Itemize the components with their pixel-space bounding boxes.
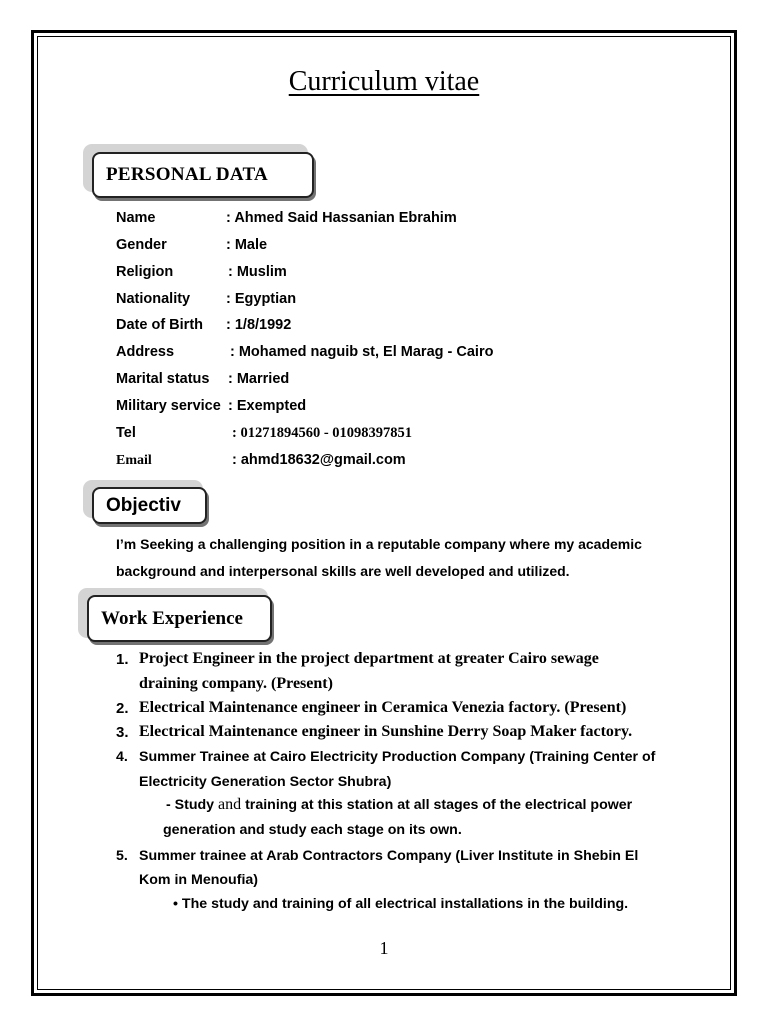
field-value: : Muslim — [228, 264, 287, 280]
list-text: Summer trainee at Arab Contractors Company (Liver Institute in Shebin El — [139, 848, 639, 864]
field-label: Tel — [116, 425, 136, 441]
section-work-experience — [78, 588, 278, 646]
field-value: : ahmd18632@gmail.com — [232, 452, 406, 468]
field-label: Nationality — [116, 291, 191, 307]
personal-row-address — [116, 344, 494, 360]
sub-item-text: generation and study each stage on its own. — [163, 822, 462, 838]
list-number: 5. — [116, 848, 128, 864]
field-label: Address — [116, 344, 175, 360]
list-number: 3. — [116, 724, 129, 741]
personal-row-religion — [116, 264, 287, 280]
section-personal-data — [83, 144, 323, 204]
personal-row-tel — [116, 425, 413, 441]
personal-row-nationality — [116, 291, 297, 307]
bullet-item — [173, 896, 628, 912]
page-number: 1 — [379, 938, 389, 958]
field-label: Gender — [116, 237, 167, 253]
section-work-experience-label: Work Experience — [101, 607, 243, 629]
sub-item-text: and — [218, 796, 242, 813]
personal-row-gender — [116, 237, 268, 253]
sub-item-text: - Study — [166, 797, 219, 813]
bullet-icon: • — [173, 896, 182, 912]
section-personal-data-label: PERSONAL DATA — [106, 164, 269, 185]
personal-row-dob — [116, 317, 292, 333]
list-number: 1. — [116, 651, 129, 668]
field-value: : Ahmed Said Hassanian Ebrahim — [226, 210, 457, 226]
field-label: Marital status — [116, 371, 210, 387]
field-label: Date of Birth — [116, 317, 203, 333]
field-label: Military service — [116, 398, 221, 414]
section-objective — [83, 480, 213, 528]
field-value: : 01271894560 - 01098397851 — [232, 425, 413, 441]
field-value: : Exempted — [228, 398, 307, 414]
sub-item-text: training at this station at all stages of the electrical power — [241, 797, 633, 813]
field-label: Email — [116, 453, 152, 468]
personal-row-email — [116, 452, 406, 469]
field-value: : Egyptian — [226, 291, 297, 307]
personal-row-marital — [116, 371, 290, 387]
objective-line: background and interpersonal skills are well developed and utilized. — [116, 563, 570, 579]
field-label: Name — [116, 210, 156, 226]
list-text: Electricity Generation Sector Shubra) — [139, 774, 392, 790]
list-text: Electrical Maintenance engineer in Sunshine Derry Soap Maker factory. — [139, 723, 633, 740]
personal-row-military — [116, 398, 307, 414]
document-title: Curriculum vitae — [288, 66, 480, 97]
list-text: Electrical Maintenance engineer in Ceramica Venezia factory. (Present) — [139, 699, 627, 716]
field-value: : Married — [228, 371, 290, 387]
objective-line: I’m Seeking a challenging position in a reputable company where my academic — [116, 536, 642, 552]
objective-text — [116, 531, 716, 585]
list-number: 2. — [116, 700, 129, 717]
personal-row-name — [116, 210, 457, 226]
sub-item — [166, 796, 632, 814]
list-text: Kom in Menoufia) — [139, 872, 259, 888]
bullet-text: The study and training of all electrical installations in the building. — [181, 896, 629, 912]
list-text: Summer Trainee at Cairo Electricity Production Company (Training Center of — [139, 749, 656, 765]
section-objective-label: Objectiv — [106, 494, 181, 516]
field-value: : Male — [226, 237, 268, 253]
list-number: 4. — [116, 749, 128, 765]
list-text: Project Engineer in the project department at greater Cairo sewage — [139, 650, 599, 667]
field-value: : Mohamed naguib st, El Marag - Cairo — [230, 344, 494, 360]
field-value: : 1/8/1992 — [226, 317, 292, 333]
list-text: draining company. (Present) — [139, 675, 333, 692]
field-label: Religion — [116, 264, 174, 280]
